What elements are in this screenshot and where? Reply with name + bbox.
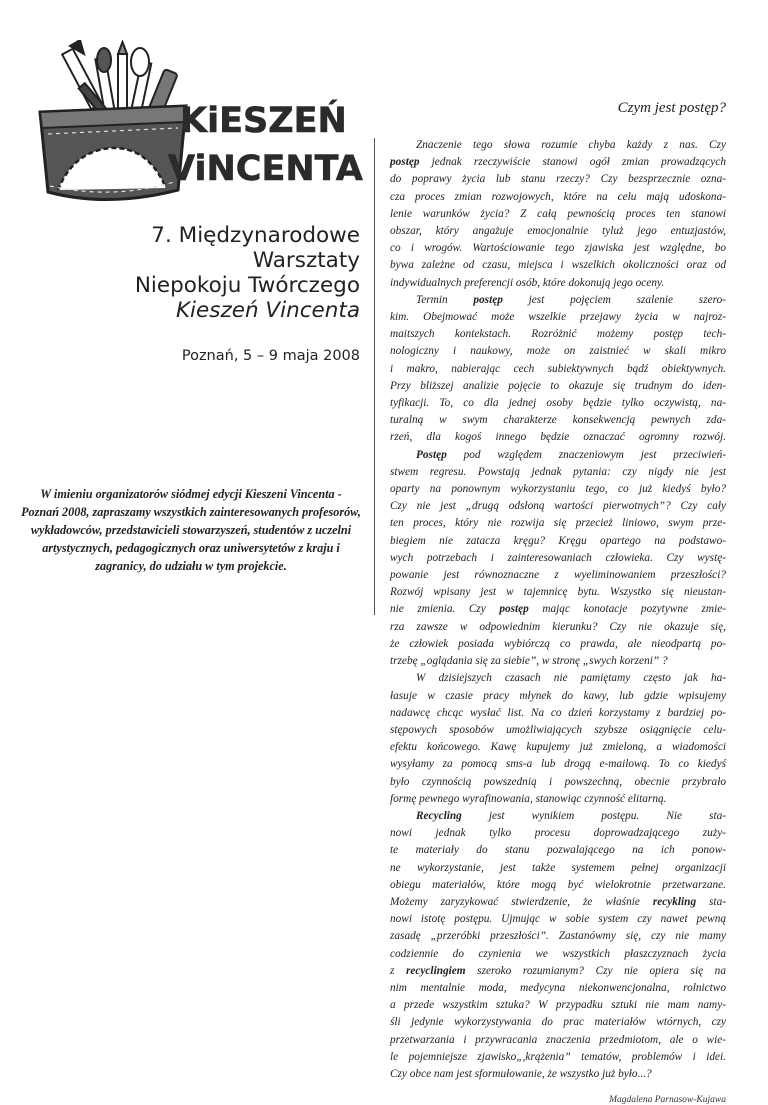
emphasized-term: Postęp xyxy=(416,448,447,461)
article-line: nadawcę chcąc wysłać list. Na co dzień korzystamy z bardziej po- xyxy=(390,706,726,719)
emphasized-term: postęp xyxy=(473,293,503,306)
article-line: cza proces zmian rozwojowych, które na celu mają udoskona- xyxy=(390,190,726,203)
article-line: kim. Obejmować może wszelkie przejawy życia w najroz- xyxy=(390,311,726,324)
article-line: rza zawsze w odpowiednim kierunku? Czy nie okazuje się, xyxy=(390,620,726,633)
article-line: Czy nie jest „drugą odsłoną wartości pierwotnych”? Czy cały xyxy=(390,500,726,513)
article-line: biegiem nie zatacza kręgu? Kręgu opartego na podstawo- xyxy=(390,534,726,547)
article-line: śli jedynie wykorzystywania do prac materiałów wtórnych, czy xyxy=(390,1016,726,1029)
article-line: wych potrzebach i zainteresowaniach człowieka. Czy wystę- xyxy=(390,551,726,564)
article-line: wysyłamy za pomocą sms-a lub drogą e-mailową. To co kiedyś xyxy=(390,758,726,771)
article-line: zasadę „przeróbki przeszłości”. Zastanówmy się, czy nie mamy xyxy=(390,930,726,943)
article-line: W dzisiejszych czasach nie pamiętamy często jak ha- xyxy=(416,672,726,685)
article-line: efektu końcowego. Kawę kupujemy już zmieloną, a wiadomości xyxy=(390,741,726,754)
article-line: do poprawy życia lub stanu rzeczy? Czy bezsprzecznie ozna- xyxy=(390,173,726,186)
article-line: obszar, który angażuje emocjonalnie tyluż jego entuzjastów, xyxy=(390,225,726,238)
article-line: z recyclingiem szeroko rozumianym? Czy nie opiera się na xyxy=(390,964,726,977)
article-line: obiegu materiałów, które mogą być wielokrotnie przetwarzane. xyxy=(390,878,726,891)
article-line: maitszych kontekstach. Rozróżnić możemy postęp tech- xyxy=(390,328,726,341)
article-body xyxy=(390,137,726,1083)
article-line: indywidualnych preferencji osób, które dokonują jego oceny. xyxy=(390,276,665,289)
article-line: ne wykorzystanie, jest także systemem pełnej organizacji xyxy=(390,861,726,874)
event-title-line3: Niepokoju Twórczego xyxy=(134,273,360,298)
article-line: i makro, nabierając cech subiektywnych bądź obiektywnych. xyxy=(390,362,726,375)
article-line: że człowiek posiada wybiórczą co prawda, ale nieodpartą po- xyxy=(390,637,726,650)
pocket-with-brushes-icon xyxy=(18,40,368,210)
article-line: a przede wszystkim sztuka? W przypadku sztuki nie mam namy- xyxy=(390,999,726,1012)
event-title-line4: Kieszeń Vincenta xyxy=(175,298,360,323)
emphasized-term: recykling xyxy=(652,895,697,908)
article-line: nie zmienia. Czy postęp mając konotacje pozytywne zmie- xyxy=(390,603,726,616)
article-line: łasuje w czasie pracy młynek do kawy, lub gdzie wpisujemy xyxy=(390,689,726,702)
event-title-line1: 7. Międzynarodowe xyxy=(151,223,360,248)
article-line: przetwarzania i przywracania znaczenia przedmiotom, ale o wie- xyxy=(390,1033,726,1046)
event-title xyxy=(40,223,360,323)
emphasized-term: postęp xyxy=(499,603,529,616)
emphasized-term: postęp xyxy=(390,156,420,169)
invitation-text: W imieniu organizatorów siódmej edycji Kieszeni Vincenta - Poznań 2008, zapraszamy wszystkich zainteresowanych profesorów, wykładowców, przedstawicieli stowarzyszeń, studentów z uczelni artystycznych, pedagogicznych oraz uniwersytetów z kraju i zagranicy, do udziału w tym projekcie. xyxy=(21,487,361,573)
article-line: nim mentalnie moda, medycyna niekonwencjonalna, rolnictwo xyxy=(390,981,726,994)
article-title: Czym jest postęp? xyxy=(617,100,726,116)
article xyxy=(390,100,726,1105)
article-line: rzeń, dla kogoś innego będzie oznaczać ogromny rozwój. xyxy=(390,431,726,444)
event-date: Poznań, 5 – 9 maja 2008 xyxy=(181,348,360,364)
article-line: lenie warunków życia? Z całą pewnością proces ten stanowi xyxy=(390,207,726,220)
article-line: oparty na ponownym wykorzystaniu tego, co już kiedyś było? xyxy=(390,483,726,496)
article-line: Rozwój wpisany jest w tajemnicę bytu. Wszystko się nieustan- xyxy=(390,586,726,599)
article-line: nowi jednak tylko procesu doprowadzającego zuży- xyxy=(390,827,726,840)
article-line: stwem regresu. Powstają jednak pytania: czy nigdy nie jest xyxy=(390,465,726,478)
article-line: turalną w swym charakterze konsekwencją pewnych zda- xyxy=(390,414,726,427)
article-line: formę pewnego wyrafinowania, stanowiąc czynność elitarną. xyxy=(390,792,667,805)
article-line: Możemy zaryzykować stwierdzenie, że właśnie recykling sta- xyxy=(390,895,726,908)
article-line: ten proces, który nie rozwija się przecież liniowo, swym prze- xyxy=(390,517,726,530)
logo-text-line2: ViNCENTA xyxy=(168,149,363,189)
article-line: Znaczenie tego słowa rozumie chyba każdy z nas. Czy xyxy=(416,139,726,151)
article-line: Recycling jest wynikiem postępu. Nie sta- xyxy=(416,809,726,822)
article-line: trzebę „oglądania się za siebie”, w stronę „swych korzeni” ? xyxy=(390,655,668,668)
article-line: le pojemniejsze zjawisko„,krążenia” tematów, problemów i idei. xyxy=(390,1050,726,1063)
article-author: Magdalena Parnasow-Kujawa xyxy=(609,1095,726,1105)
logo-text-line1: KiESZEŃ xyxy=(180,101,347,141)
article-line: tyfikacji. To, co dla jednej osoby będzie tylko oczywistą, na- xyxy=(390,397,726,410)
article-line: nologiczny i naukowy, może on zaistnieć w skali mikro xyxy=(390,345,726,358)
article-line: było czynnością powszednią i powszechną, obecnie przybrało xyxy=(390,775,726,788)
article-line: codziennie do czynienia we wszystkich płaszczyznach życia xyxy=(390,947,726,960)
article-line: bywa zależne od czasu, miejsca i wszelkich okoliczności oraz od xyxy=(390,259,726,272)
article-line: Termin postęp jest pojęciem szalenie szero- xyxy=(416,293,726,306)
kieszen-vincenta-logo xyxy=(18,40,368,210)
article-line: nowi istotę postępu. Ujmując w sobie system czy nawet pewną xyxy=(390,913,726,926)
article-line: stępowych sposobów umożliwiających szybsze osiągnięcie celu- xyxy=(390,723,726,736)
article-line: powanie jest równoznaczne z wyeliminowaniem przeszłości? xyxy=(390,569,726,582)
article-line: Przy bliższej analizie pojęcie to okazuje się trudnym do iden- xyxy=(390,379,726,392)
emphasized-term: Recycling xyxy=(416,809,462,822)
article-line: Postęp pod względem znaczeniowym jest przeciwień- xyxy=(416,448,726,461)
event-title-line2: Warsztaty xyxy=(252,248,360,273)
article-line: te materiały do stanu pozwalającego na ich ponow- xyxy=(390,844,726,857)
article-line: Czy obce nam jest sformułowanie, że wszystko już było...? xyxy=(390,1067,652,1080)
article-line: co i wrogów. Wartościowanie tego zjawiska jest względne, bo xyxy=(390,242,726,255)
emphasized-term: recyclingiem xyxy=(405,964,466,977)
article-line: postęp jednak rzeczywiście stanowi ogół zmian prowadzących xyxy=(390,156,726,169)
column-divider xyxy=(374,138,375,615)
